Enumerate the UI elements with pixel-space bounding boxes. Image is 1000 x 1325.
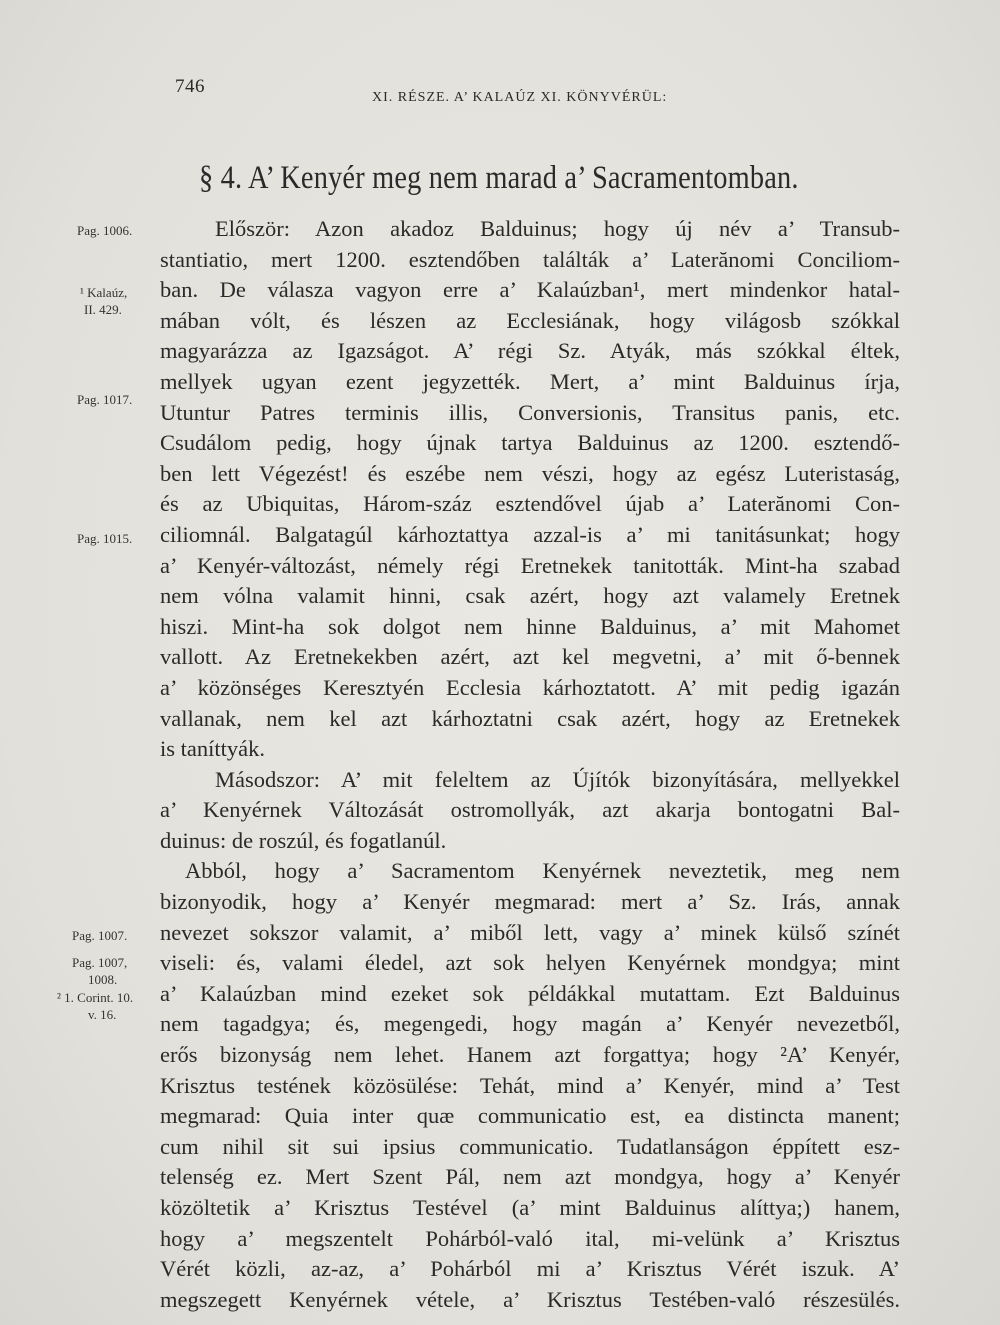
text-line: megmarad: Quia inter quæ communicatio est, ea distincta manent; [160, 1103, 900, 1129]
text-line: telenség ez. Mert Szent Pál, nem azt mondgya, hogy a’ Kenyér [160, 1164, 900, 1190]
text-line: Utuntur Patres terminis illis, Conversionis, Transitus panis, etc. [160, 399, 900, 425]
text-line: is taníttyák. [160, 736, 265, 762]
text-line: duinus: de roszúl, és fogatlanúl. [160, 827, 447, 853]
page-number: 746 [175, 76, 205, 97]
text-line: nem tagadgya; és, megengedi, hogy magán a’ Kenyér nevezetből, [160, 1011, 900, 1037]
text-line: vallott. Az Eretnekekben azért, azt kel megvetni, a’ mit ő-bennek [160, 644, 900, 670]
margin-note: ¹ Kalaúz, [80, 285, 128, 300]
text-line: mában vólt, és lészen az Ecclesiának, hogy világosb szókkal [160, 307, 900, 333]
text-line: ciliomnál. Balgatagúl kárhoztattya azzal-is a’ mi tanitásunkat; hogy [160, 521, 900, 547]
margin-note: Pag. 1007. [72, 928, 128, 943]
text-line: erős bizonyság nem lehet. Hanem azt forgattya; hogy ²A’ Kenyér, [160, 1042, 900, 1068]
margin-note: ² 1. Corint. 10. [57, 990, 134, 1005]
text-line: bizonyodik, hogy a’ Kenyér megmarad: mert a’ Sz. Irás, annak [160, 889, 900, 915]
text-line: Abból, hogy a’ Sacramentom Kenyérnek neveztetik, meg nem [185, 858, 900, 884]
text-line: Vérét közli, az-az, a’ Pohárból mi a’ Krisztus Vérét iszuk. A’ [160, 1256, 900, 1282]
text-line: vallanak, nem kel azt kárhoztatni csak azért, hogy az Eretnekek [160, 705, 900, 731]
margin-note: Pag. 1015. [77, 531, 133, 546]
text-line: Csudálom pedig, hogy újnak tartya Balduinus az 1200. esztendő- [160, 430, 900, 456]
text-line: megszegett Kenyérnek vétele, a’ Krisztus Testében-való részesülés. [160, 1286, 900, 1312]
text-line: cum nihil sit sui ipsius communicatio. Tudatlanságon éppített esz- [160, 1133, 900, 1159]
text-line: viseli: és, valami éledel, azt sok helyen Kenyérnek mondgya; mint [160, 950, 900, 976]
running-head: XI. RÉSZE. A’ KALAÚZ XI. KÖNYVÉRÜL: [372, 90, 668, 105]
margin-note: 1008. [88, 972, 118, 987]
text-line: stantiatio, mert 1200. esztendőben találták a’ Laterănomi Conciliom- [160, 246, 900, 272]
section-title: § 4. A’ Kenyér meg nem marad a’ Sacramentomban. [199, 160, 799, 196]
text-line: a’ Kenyér-változást, némely régi Eretnekek tanitották. Mint-ha szabad [160, 552, 900, 578]
margin-note: Pag. 1007, [72, 955, 128, 970]
margin-note: v. 16. [88, 1007, 117, 1022]
text-line: közöltetik a’ Krisztus Testével (a’ mint Balduinus alíttya;) hanem, [160, 1195, 900, 1220]
text-line: magyarázza az Igazságot. A’ régi Sz. Atyák, más szókkal éltek, [160, 338, 900, 364]
text-line: hogy a’ megszentelt Pohárból-való ital, mi-velünk a’ Krisztus [160, 1225, 900, 1251]
text-line: nem vólna valamit hinni, csak azért, hogy azt valamely Eretnek [160, 583, 900, 609]
margin-note: Pag. 1006. [77, 223, 133, 238]
text-line: a’ Kenyérnek Változását ostromollyák, azt akarja bontogatni Bal- [160, 797, 900, 823]
body-text [160, 214, 900, 1315]
margin-note: Pag. 1017. [77, 392, 133, 407]
text-line: a’ közönséges Keresztyén Ecclesia kárhoztatott. A’ mit pedig igazán [160, 674, 900, 700]
text-line: mellyek ugyan ezent jegyzették. Mert, a’ mint Balduinus írja, [160, 368, 900, 394]
text-line: Először: Azon akadoz Balduinus; hogy új név a’ Transub- [215, 216, 900, 241]
text-line: Krisztus testének közösülése: Tehát, mind a’ Kenyér, mind a’ Test [160, 1072, 900, 1098]
text-line: ben lett Végezést! és eszébe nem vészi, hogy az egész Luteristaság, [160, 460, 900, 486]
text-line: ban. De válasza vagyon erre a’ Kalaúzban¹, mert mindenkor hatal- [160, 277, 900, 303]
margin-note: II. 429. [84, 302, 122, 317]
text-line: hiszi. Mint-ha sok dolgot nem hinne Balduinus, a’ mit Mahomet [160, 613, 900, 639]
text-line: a’ Kalaúzban mind ezeket sok példákkal mutattam. Ezt Balduinus [160, 980, 900, 1006]
text-line: nevezet sokszor valamit, a’ miből lett, vagy a’ minek külső színét [160, 919, 900, 945]
text-line: Másodszor: A’ mit feleltem az Újítók bizonyítására, mellyekkel [215, 766, 900, 792]
text-line: és az Ubiquitas, Három-száz esztendővel újab a’ Laterănomi Con- [160, 491, 900, 517]
